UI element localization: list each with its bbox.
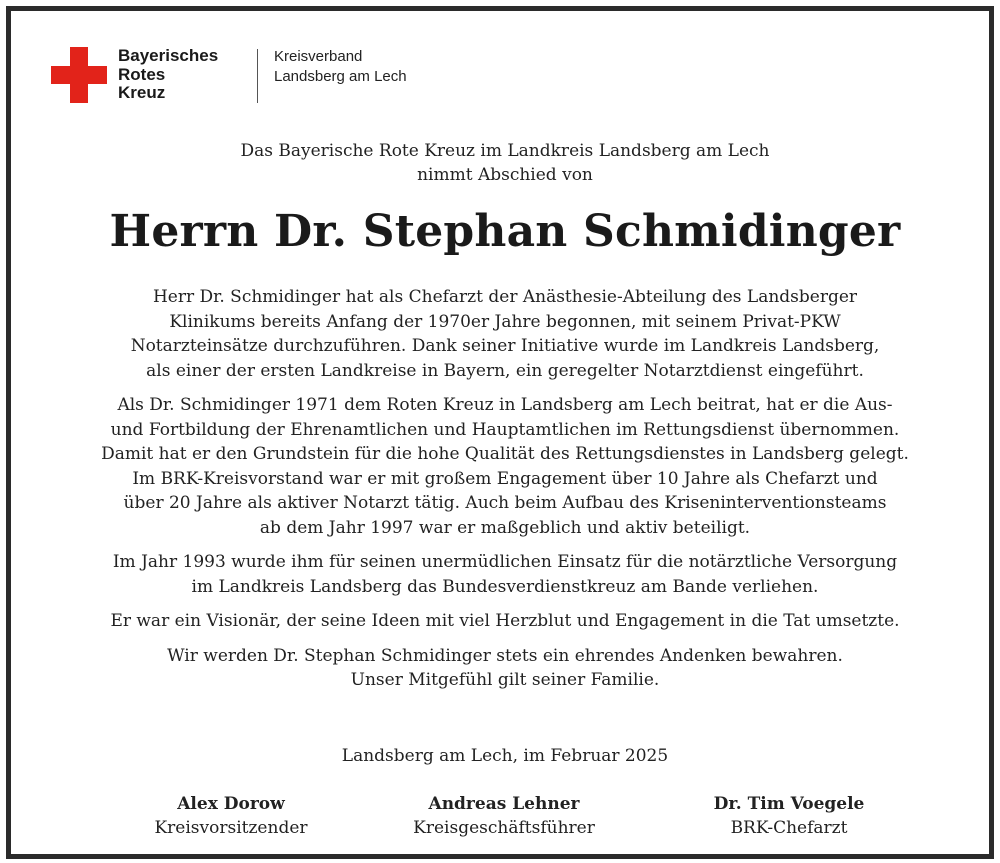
red-cross-icon xyxy=(51,47,107,103)
obituary-notice xyxy=(6,6,994,859)
deceased-name: Herrn Dr. Stephan Schmidinger xyxy=(109,206,901,257)
paragraph xyxy=(11,609,999,634)
district-association xyxy=(274,47,407,87)
org-line: Bayerisches xyxy=(118,46,219,65)
text-line: Im BRK-Kreisvorstand war er mit großem Engagement über 10 Jahre als Chefarzt und xyxy=(132,468,878,489)
text-line: Notarzteinsätze durchzuführen. Dank seiner Initiative wurde im Landkreis Landsberg, xyxy=(130,336,880,356)
org-line: Kreuz xyxy=(118,83,166,102)
signatory-role: Kreisgeschäftsführer xyxy=(413,818,595,838)
text-line: Klinikums bereits Anfang der 1970er Jahre begonnen, mit seinem Privat-PKW xyxy=(169,311,841,332)
logo-divider xyxy=(257,49,258,103)
text-line: ab dem Jahr 1997 war er maßgeblich und aktiv beteiligt. xyxy=(259,517,751,538)
text-line: im Landkreis Landsberg das Bundesverdienstkreuz am Bande verliehen. xyxy=(191,576,819,597)
signatory xyxy=(364,792,644,840)
signatory-name: Andreas Lehner xyxy=(428,794,580,814)
text-line: Im Jahr 1993 wurde ihm für seinen unermüdlichen Einsatz für die notärztliche Versorgung xyxy=(112,552,898,572)
obituary-body xyxy=(11,285,999,703)
paragraph xyxy=(11,644,999,693)
signatory-role: Kreisvorsitzender xyxy=(154,818,308,838)
signatory xyxy=(649,792,929,840)
text-line: Er war ein Visionär, der seine Ideen mit viel Herzblut und Engagement in die Tat umsetzte. xyxy=(110,611,900,631)
signatory-role: BRK-Chefarzt xyxy=(730,818,848,838)
org-line: Rotes xyxy=(118,64,166,84)
text-line: Als Dr. Schmidinger 1971 dem Roten Kreuz in Landsberg am Lech beitrat, hat er die Aus- xyxy=(117,395,893,415)
intro-line: nimmt Abschied von xyxy=(417,165,593,185)
text-line: Herr Dr. Schmidinger hat als Chefarzt der Anästhesie-Abteilung des Landsberger xyxy=(152,287,858,307)
organization-name xyxy=(118,47,218,103)
signatory-name: Alex Dorow xyxy=(177,794,285,814)
subunit-line: Kreisverband xyxy=(274,48,363,65)
subunit-line: Landsberg am Lech xyxy=(274,68,407,85)
signatory xyxy=(91,792,371,840)
text-line: als einer der ersten Landkreise in Bayern, ein geregelter Notarztdienst eingeführt. xyxy=(146,360,864,381)
paragraph xyxy=(11,550,999,599)
text-line: über 20 Jahre als aktiver Notarzt tätig. Auch beim Aufbau des Kriseninterventionsteams xyxy=(123,493,887,513)
text-line: Damit hat er den Grundstein für die hohe Qualität des Rettungsdienstes in Landsberg gelegt. xyxy=(101,444,909,464)
text-line: Wir werden Dr. Stephan Schmidinger stets ein ehrendes Andenken bewahren. xyxy=(167,645,843,666)
place-and-date: Landsberg am Lech, im Februar 2025 xyxy=(341,746,669,766)
paragraph xyxy=(11,285,999,383)
signatory-name: Dr. Tim Voegele xyxy=(713,794,865,814)
intro-line: Das Bayerische Rote Kreuz im Landkreis Landsberg am Lech xyxy=(240,141,770,161)
text-line: Unser Mitgefühl gilt seiner Familie. xyxy=(350,670,660,690)
intro-text xyxy=(11,139,999,187)
text-line: und Fortbildung der Ehrenamtlichen und Hauptamtlichen im Rettungsdienst übernommen. xyxy=(110,419,900,440)
paragraph xyxy=(11,393,999,540)
